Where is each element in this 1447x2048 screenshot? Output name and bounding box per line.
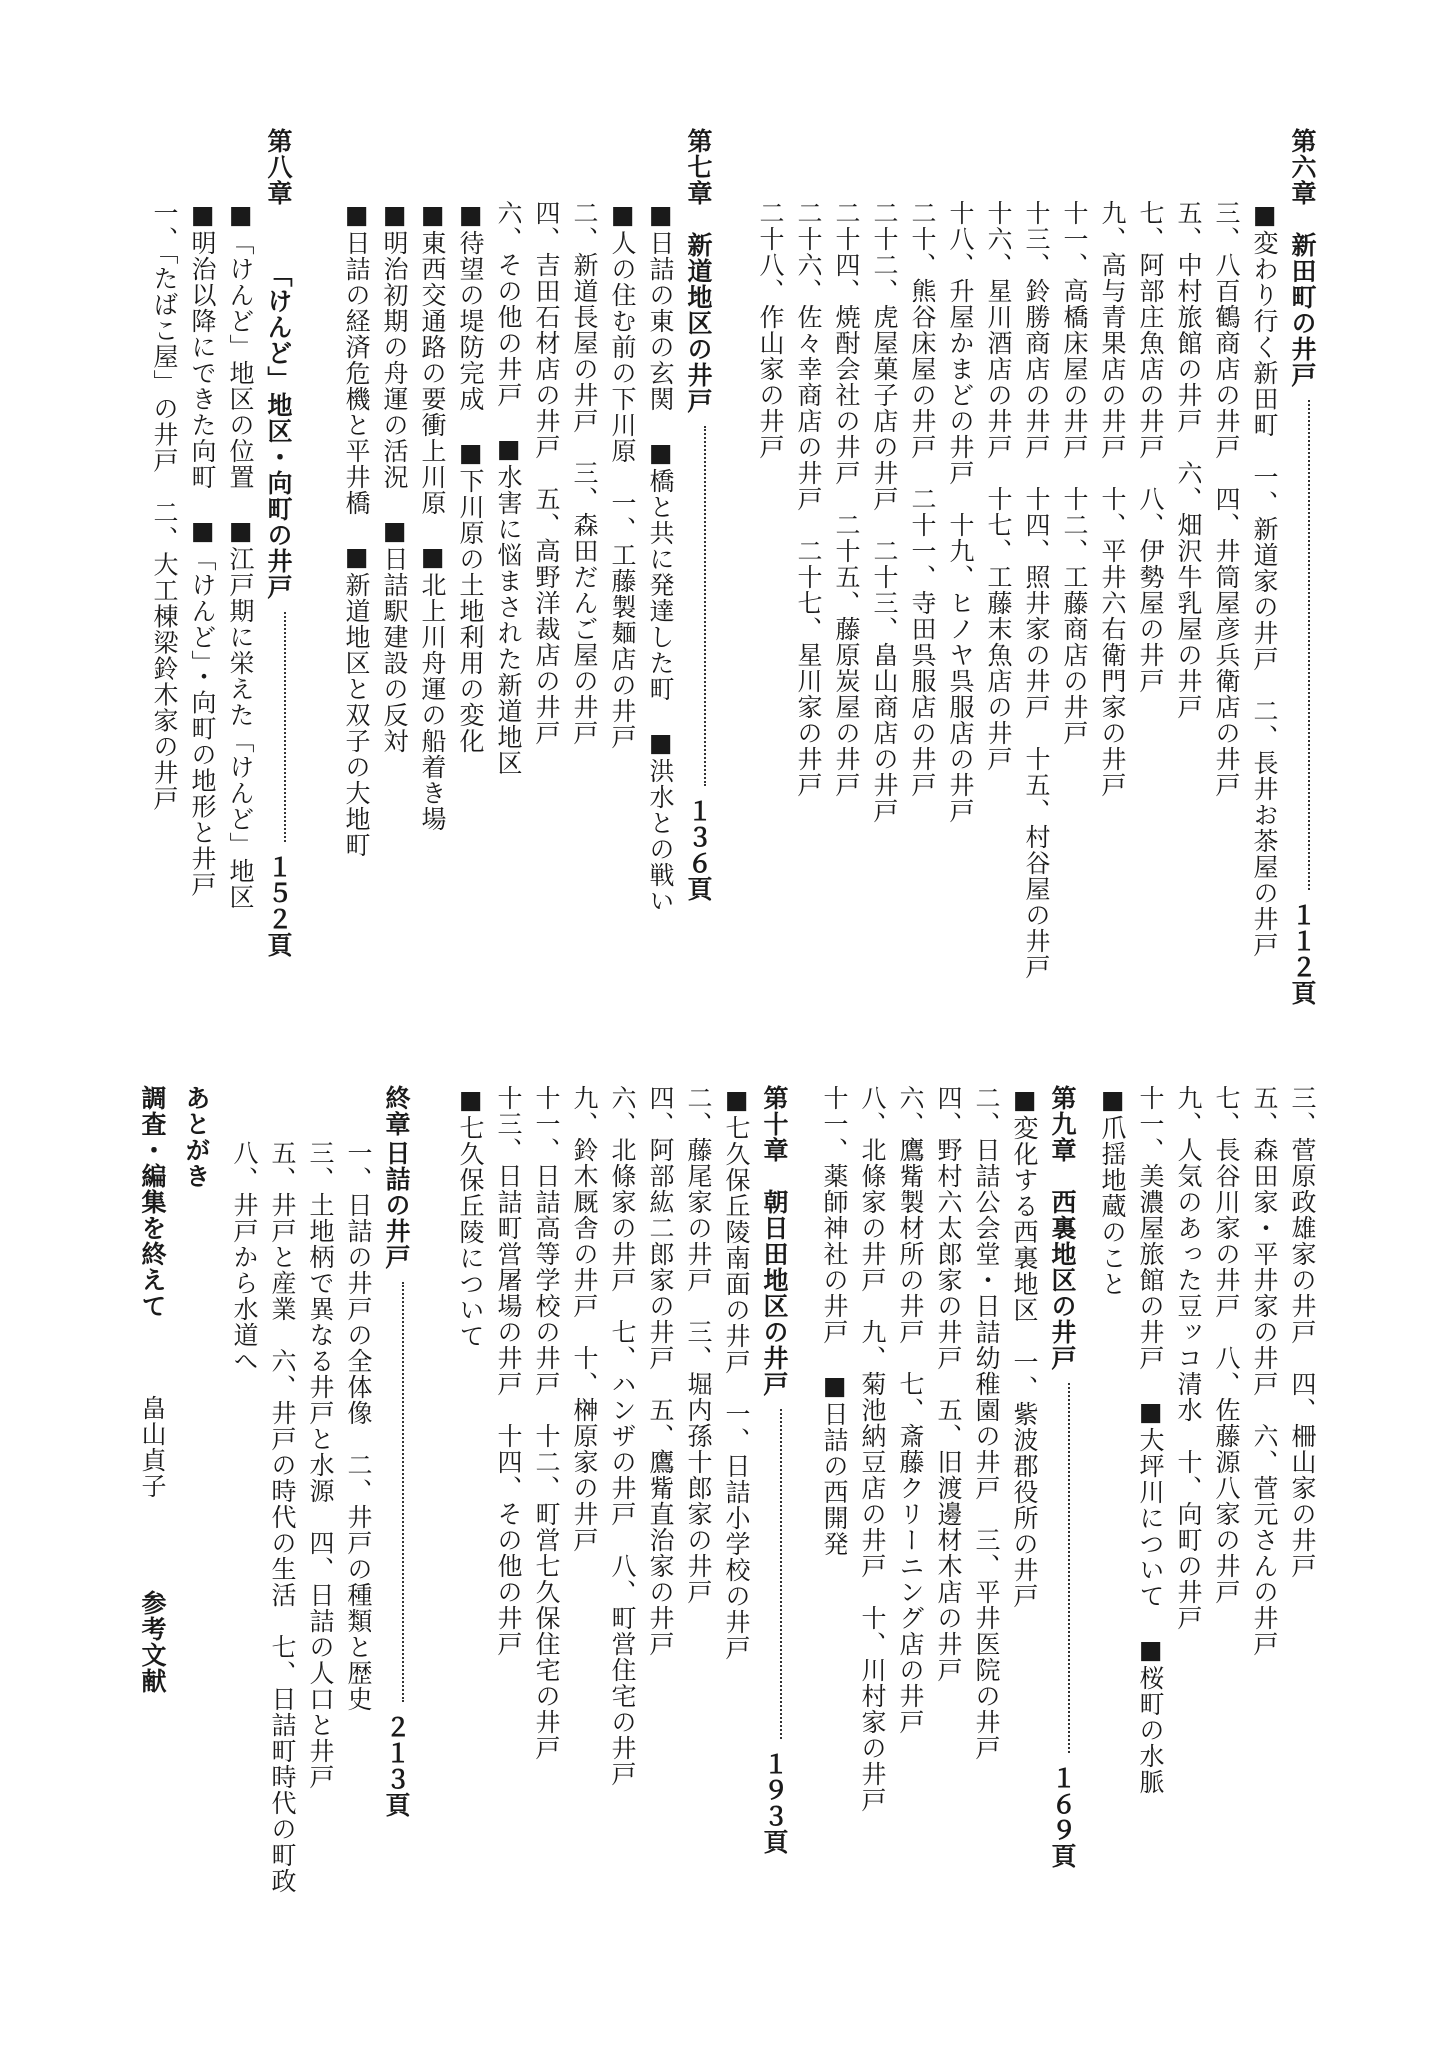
final-chapter-title: 日詰の井戸 bbox=[382, 1140, 411, 1270]
ch7-line-5: 六、その他の井戸 ■水害に悩まされた新道地区 bbox=[494, 200, 523, 776]
chapter-9-label: 第九章 bbox=[1048, 1085, 1077, 1163]
chapter-6-label: 第六章 bbox=[1288, 128, 1317, 206]
ch6-line-3: 五、中村旅館の井戸 六、畑沢牛乳屋の井戸 bbox=[1174, 200, 1203, 720]
ch6-line-12: 二十四、焼酎会社の井戸 二十五、藤原炭屋の井戸 bbox=[832, 200, 861, 798]
ch10-line-8: ■七久保丘陵について bbox=[456, 1085, 485, 1349]
ch6-line-2: 三、八百鶴商店の井戸 四、井筒屋彦兵衛店の井戸 bbox=[1212, 200, 1241, 798]
author-name: 畠山貞子 bbox=[138, 1395, 167, 1499]
final-chapter-heading bbox=[384, 1140, 409, 1818]
dot-leader bbox=[1308, 400, 1310, 890]
chapter-6-heading bbox=[1290, 128, 1315, 1006]
ch7-line-8: ■明治初期の舟運の活況 ■日詰駅建設の反対 bbox=[380, 200, 409, 754]
editing-label: 調査・編集を終えて bbox=[138, 1085, 167, 1319]
cont-line-3: 七、長谷川家の井戸 八、佐藤源八家の井戸 bbox=[1212, 1085, 1241, 1605]
ch7-line-6: ■待望の堤防完成 ■下川原の土地利用の変化 bbox=[456, 200, 485, 754]
cont-line-1: 三、菅原政雄家の井戸 四、柵山家の井戸 bbox=[1288, 1085, 1317, 1579]
ch8-line-2: ■明治以降にできた向町 ■「けんど」・向町の地形と井戸 bbox=[188, 200, 217, 898]
ch10-line-7: 十三、日詰町営屠場の井戸 十四、その他の井戸 bbox=[494, 1085, 523, 1657]
chapter-7-label: 第七章 bbox=[684, 128, 713, 206]
ch10-line-3: 四、阿部紘二郎家の井戸 五、鷹觜直治家の井戸 bbox=[646, 1085, 675, 1657]
ch10-line-5: 九、鈴木厩舎の井戸 十、榊原家の井戸 bbox=[570, 1085, 599, 1553]
cont-line-4: 九、人気のあった豆ッコ清水 十、向町の井戸 bbox=[1174, 1085, 1203, 1631]
ch6-line-8: 十六、星川酒店の井戸 十七、工藤末魚店の井戸 bbox=[984, 200, 1013, 772]
final-chapter-label: 終章 bbox=[382, 1085, 411, 1137]
ch9-line-6: 十一、薬師神社の井戸 ■日詰の西開発 bbox=[820, 1085, 849, 1557]
dot-leader bbox=[1068, 1383, 1070, 1753]
chapter-7-title: 新道地区の井戸 bbox=[684, 232, 713, 414]
ch7-line-4: 四、吉田石材店の井戸 五、高野洋裁店の井戸 bbox=[532, 200, 561, 746]
dot-leader bbox=[402, 1282, 404, 1702]
final-line-4: 八、井戸から水道へ bbox=[230, 1140, 259, 1374]
final-line-2: 三、土地柄で異なる井戸と水源 四、日詰の人口と井戸 bbox=[306, 1140, 335, 1790]
cont-line-6: ■爪揺地蔵のこと bbox=[1098, 1085, 1127, 1297]
ch8-line-1: ■「けんど」地区の位置 ■江戸期に栄えた「けんど」地区 bbox=[226, 200, 255, 910]
ch10-line-4: 六、北條家の井戸 七、ハンザの井戸 八、町営住宅の井戸 bbox=[608, 1085, 637, 1787]
ch6-line-11: 二十二、虎屋菓子店の井戸 二十三、畠山商店の井戸 bbox=[870, 200, 899, 824]
ch9-line-3: 四、野村六太郎家の井戸 五、旧渡邊材木店の井戸 bbox=[934, 1085, 963, 1683]
ch10-line-2: 二、藤尾家の井戸 三、堀内孫十郎家の井戸 bbox=[684, 1085, 713, 1605]
ch9-line-1: ■変化する西裏地区 一、紫波郡役所の井戸 bbox=[1010, 1085, 1039, 1609]
ch6-line-1: ■変わり行く新田町 一、新道家の井戸 二、長井お茶屋の井戸 bbox=[1250, 200, 1279, 958]
references-label: 参考文献 bbox=[138, 1590, 167, 1694]
ch6-line-14: 二十八、作山家の井戸 bbox=[756, 200, 785, 460]
ch8-line-3: 一、「たばこ屋」の井戸 二、大工棟梁鈴木家の井戸 bbox=[150, 200, 179, 812]
chapter-8-heading bbox=[266, 262, 291, 958]
ch7-line-3: 二、新道長屋の井戸 三、森田だんご屋の井戸 bbox=[570, 200, 599, 746]
dot-leader bbox=[284, 612, 286, 842]
ch10-line-6: 十一、日詰高等学校の井戸 十二、町営七久保住宅の井戸 bbox=[532, 1085, 561, 1761]
chapter-7-heading bbox=[686, 128, 711, 902]
final-line-3: 五、井戸と産業 六、井戸の時代の生活 七、日詰町時代の町政 bbox=[268, 1140, 297, 1894]
final-line-1: 一、日詰の井戸の全体像 二、井戸の種類と歴史 bbox=[344, 1140, 373, 1712]
ch7-line-2: ■人の住む前の下川原 一、工藤製麺店の井戸 bbox=[608, 200, 637, 750]
chapter-9-title: 西裏地区の井戸 bbox=[1048, 1189, 1077, 1371]
ch6-line-10: 二十、熊谷床屋の井戸 二十一、寺田呉服店の井戸 bbox=[908, 200, 937, 798]
ch9-line-5: 八、北條家の井戸 九、菊池納豆店の井戸 十、川村家の井戸 bbox=[858, 1085, 887, 1813]
ch7-line-9: ■日詰の経済危機と平井橋 ■新道地区と双子の大地町 bbox=[342, 200, 371, 858]
ch9-line-4: 六、鷹觜製材所の井戸 七、斎藤クリーニング店の井戸 bbox=[896, 1085, 925, 1735]
chapter-9-page: １６９頁 bbox=[1048, 1765, 1077, 1869]
chapter-10-label: 第十章 bbox=[760, 1085, 789, 1163]
chapter-10-page: １９３頁 bbox=[760, 1751, 789, 1855]
ch7-line-7: ■東西交通路の要衝上川原 ■北上川舟運の船着き場 bbox=[418, 200, 447, 832]
chapter-10-heading bbox=[762, 1085, 787, 1855]
chapter-6-title: 新田町の井戸 bbox=[1288, 232, 1317, 388]
cont-line-5: 十一、美濃屋旅館の井戸 ■大坪川について ■桜町の水脈 bbox=[1136, 1085, 1165, 1795]
ch6-line-13: 二十六、佐々幸商店の井戸 二十七、星川家の井戸 bbox=[794, 200, 823, 798]
ch6-line-6: 十一、高橋床屋の井戸 十二、工藤商店の井戸 bbox=[1060, 200, 1089, 746]
chapter-8-label: 第八章 bbox=[264, 128, 293, 206]
chapter-8-page: １５２頁 bbox=[264, 854, 293, 958]
afterword-label: あとがき bbox=[182, 1085, 211, 1189]
chapter-6-page: １１２頁 bbox=[1288, 902, 1317, 1006]
dot-leader bbox=[780, 1409, 782, 1739]
chapter-8-title: 「けんど」地区・向町の井戸 bbox=[264, 262, 293, 600]
dot-leader bbox=[704, 426, 706, 786]
final-chapter-page: ２１３頁 bbox=[382, 1714, 411, 1818]
ch6-line-4: 七、阿部庄魚店の井戸 八、伊勢屋の井戸 bbox=[1136, 200, 1165, 694]
ch10-line-1: ■七久保丘陵南面の井戸 一、日詰小学校の井戸 bbox=[722, 1085, 751, 1661]
chapter-7-page: １３６頁 bbox=[684, 798, 713, 902]
cont-line-2: 五、森田家・平井家の井戸 六、菅元さんの井戸 bbox=[1250, 1085, 1279, 1657]
chapter-9-heading bbox=[1050, 1085, 1075, 1869]
ch6-line-7: 十三、鈴勝商店の井戸 十四、照井家の井戸 十五、村谷屋の井戸 bbox=[1022, 200, 1051, 980]
chapter-10-title: 朝日田地区の井戸 bbox=[760, 1189, 789, 1397]
ch9-line-2: 二、日詰公会堂・日詰幼稚園の井戸 三、平井医院の井戸 bbox=[972, 1085, 1001, 1761]
ch6-line-5: 九、高与青果店の井戸 十、平井六右衛門家の井戸 bbox=[1098, 200, 1127, 798]
ch7-line-1: ■日詰の東の玄関 ■橋と共に発達した町 ■洪水との戦い bbox=[646, 200, 675, 914]
ch6-line-9: 十八、升屋かまどの井戸 十九、ヒノヤ呉服店の井戸 bbox=[946, 200, 975, 824]
